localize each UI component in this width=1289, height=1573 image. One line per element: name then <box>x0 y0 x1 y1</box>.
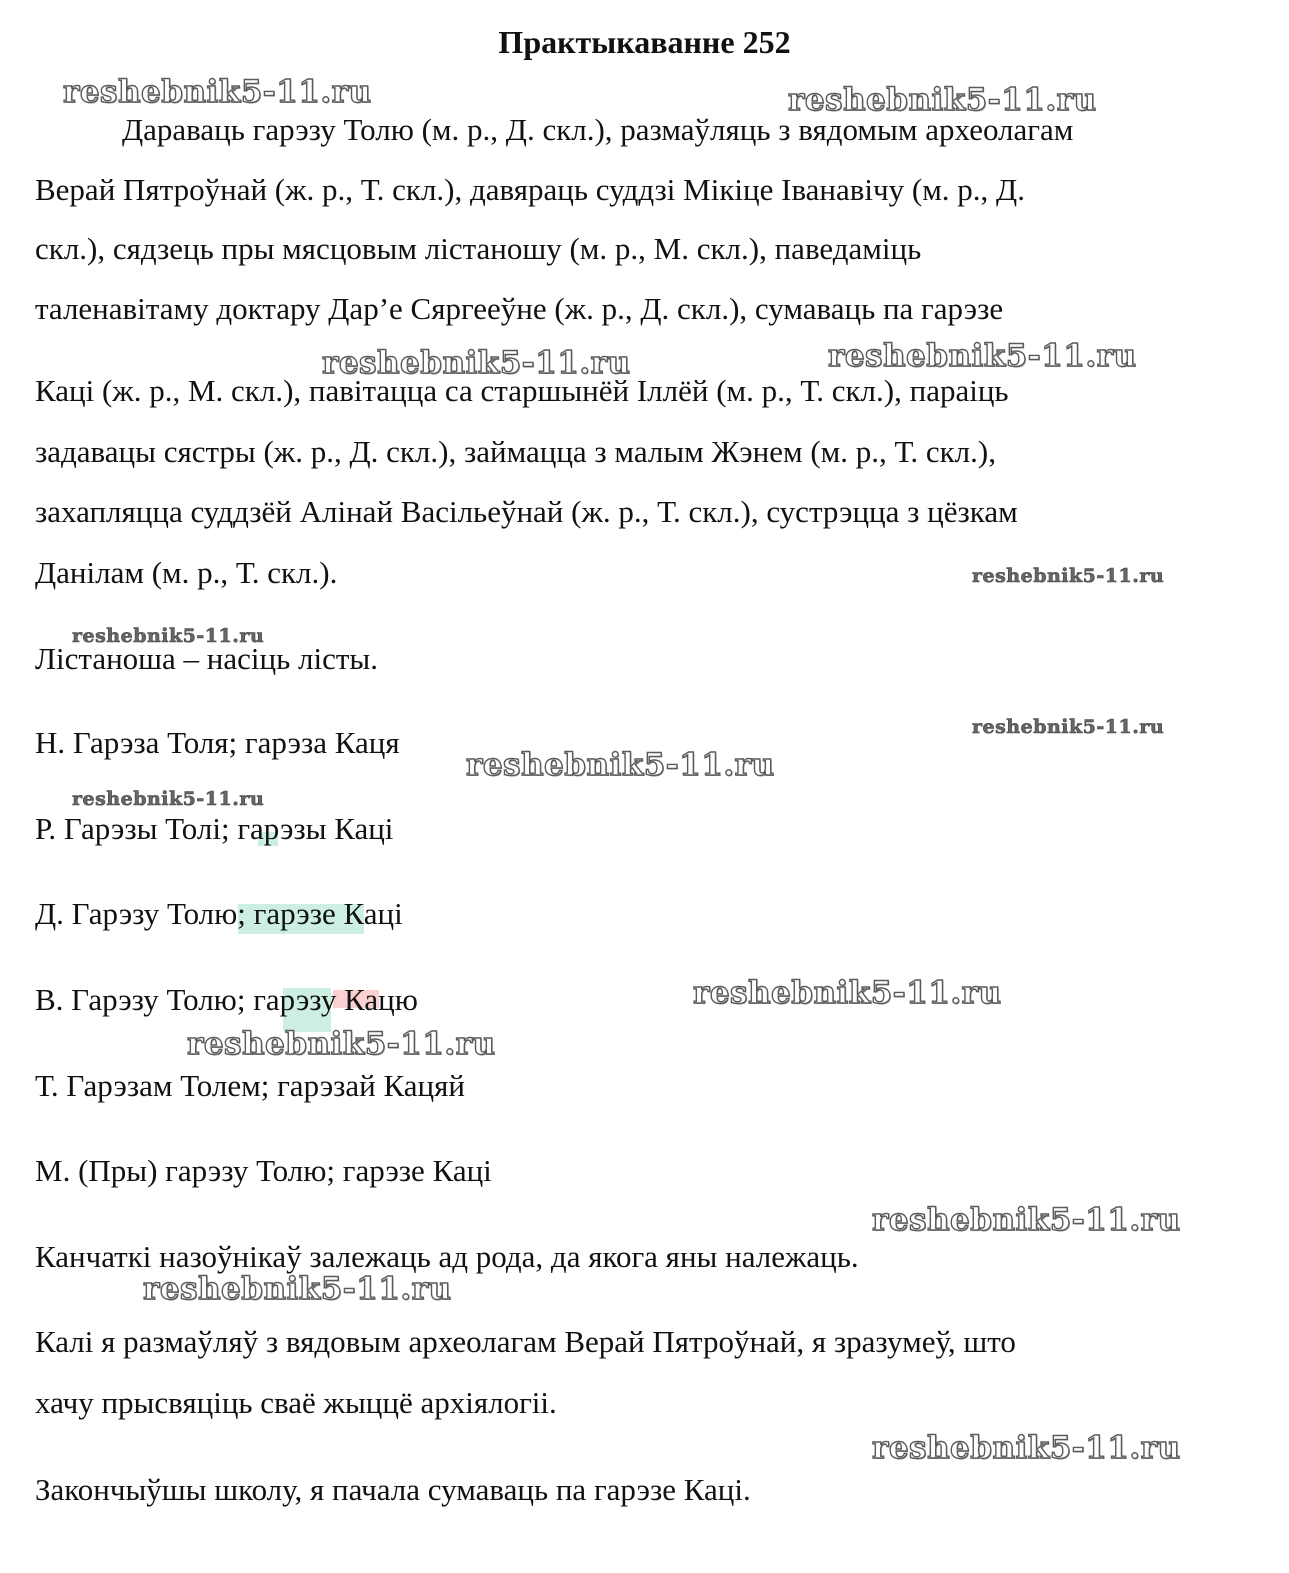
declension-accusative: В. Гарэзу Толю; гарэзу Кацю <box>35 982 418 1017</box>
paragraph-line: скл.), сядзець пры мясцовым лістаношу (м. р., М. скл.), паведаміць <box>35 231 922 266</box>
watermark: reshebnik5-11.ru <box>872 1430 1181 1466</box>
conclusion-line: Канчаткі назоўнікаў залежаць ад рода, да якога яны належаць. <box>35 1239 859 1274</box>
watermark: reshebnik5-11.ru <box>63 74 372 110</box>
watermark: reshebnik5-11.ru <box>828 338 1137 374</box>
watermark: reshebnik5-11.ru <box>972 565 1165 587</box>
declension-instrumental: Т. Гарэзам Толем; гарэзай Кацяй <box>35 1068 465 1103</box>
paragraph-line: Дараваць гарэзу Толю (м. р., Д. скл.), размаўляць з вядомым археолагам <box>122 112 1074 147</box>
watermark: reshebnik5-11.ru <box>693 975 1002 1011</box>
watermark: reshebnik5-11.ru <box>872 1202 1181 1238</box>
watermark: reshebnik5-11.ru <box>972 716 1165 738</box>
example-sentence-line: хачу прысвяціць сваё жыццё архіялогіі. <box>35 1385 557 1420</box>
declension-genitive: Р. Гарэзы Толі; гарэзы Каці <box>35 811 394 846</box>
paragraph-line: Верай Пятроўнай (ж. р., Т. скл.), давяраць суддзі Мікіце Іванавічу (м. р., Д. <box>35 172 1025 207</box>
declension-locative: М. (Пры) гарэзу Толю; гарэзе Каці <box>35 1153 492 1188</box>
example-sentence-line: Закончыўшы школу, я пачала сумаваць па гарэзе Каці. <box>35 1472 751 1507</box>
declension-nominative: Н. Гарэза Толя; гарэза Каця <box>35 725 400 760</box>
watermark: reshebnik5-11.ru <box>72 788 265 810</box>
definition-line: Лістаноша – насіць лісты. <box>35 641 378 676</box>
declension-dative: Д. Гарэзу Толю; гарэзе Каці <box>35 896 403 931</box>
page-title: Практыкаванне 252 <box>498 24 791 60</box>
watermark: reshebnik5-11.ru <box>466 747 775 783</box>
paragraph-line: Каці (ж. р., М. скл.), павітацца са старшынёй Іллёй (м. р., Т. скл.), параіць <box>35 373 1009 408</box>
watermark: reshebnik5-11.ru <box>788 82 1097 118</box>
paragraph-line: захапляцца суддзёй Алінай Васільеўнай (ж. р., Т. скл.), сустрэцца з цёзкам <box>35 494 1018 529</box>
example-sentence-line: Калі я размаўляў з вядовым археолагам Верай Пятроўнай, я зразумеў, што <box>35 1324 1016 1359</box>
watermark: reshebnik5-11.ru <box>143 1271 452 1307</box>
watermark: reshebnik5-11.ru <box>322 345 631 381</box>
paragraph-line: задавацы сястры (ж. р., Д. скл.), займацца з малым Жэнем (м. р., Т. скл.), <box>35 434 996 469</box>
watermark: reshebnik5-11.ru <box>72 625 265 647</box>
paragraph-line: Данілам (м. р., Т. скл.). <box>35 555 338 590</box>
paragraph-line: таленавітаму доктару Дар’е Сяргееўне (ж. р., Д. скл.), сумаваць па гарэзе <box>35 291 1004 326</box>
watermark: reshebnik5-11.ru <box>187 1026 496 1062</box>
